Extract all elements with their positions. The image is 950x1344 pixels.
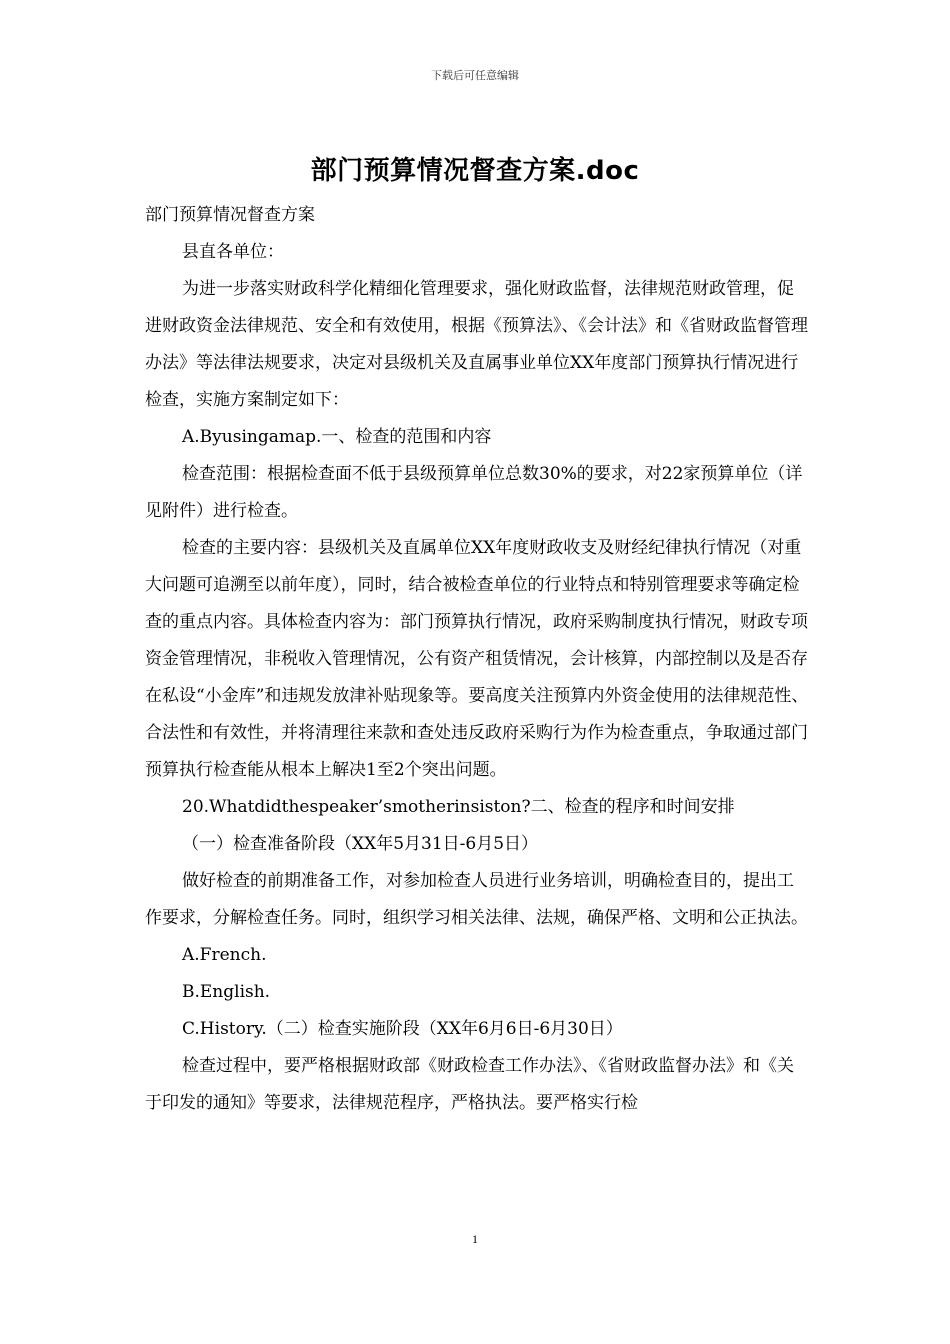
paragraph-preparation: 做好检查的前期准备工作，对参加检查人员进行业务培训，明确检查目的，提出工作要求，分解检查任务。同时，组织学习相关法律、法规，确保严格、文明和公正执法。 [145, 871, 808, 928]
paragraph-section-1-heading: A.Byusingamap.一、检查的范围和内容 [182, 427, 492, 447]
page-number: 1 [472, 1232, 478, 1246]
paragraph-subtitle: 部门预算情况督查方案 [145, 205, 315, 225]
paragraph-scope: 检查范围：根据检查面不低于县级预算单位总数30%的要求，对22家预算单位（详见附件）进行检查。 [145, 464, 803, 521]
paragraph-option-b: B.English. [182, 982, 271, 1002]
paragraph-main-content: 检查的主要内容：县级机关及直属单位XX年度财政收支及财经纪律执行情况（对重大问题可追溯至以前年度），同时，结合被检查单位的行业特点和特别管理要求等确定检查的重点内容。具体检查内容为：部门预算执行情况，政府采购制度执行情况，财政专项资金管理情况，非税收入管理情况，公有资产租赁情况，会计核算，内部控制以及是否存在私设“小金库”和违规发放津补贴现象等。要高度关注预算内外资金使用的法律规范性、合法性和有效性，并将清理往来款和查处违反政府采购行为作为检查重点，争取通过部门预算执行检查能从根本上解决1至2个突出问题。 [145, 538, 809, 780]
paragraph-section-2-heading: 20.Whatdidthespeaker’smotherinsiston?二、检查的程序和时间安排 [182, 797, 735, 817]
header-note: 下载后可任意编辑 [431, 69, 519, 82]
paragraph-stage-1-heading: （一）检查准备阶段（XX年5月31日-6月5日） [182, 834, 539, 854]
paragraph-intro: 为进一步落实财政科学化精细化管理要求，强化财政监督，法律规范财政管理，促进财政资金法律规范、安全和有效使用，根据《预算法》、《会计法》和《省财政监督管理办法》等法律法规要求，决定对县级机关及直属事业单位XX年度部门预算执行情况进行检查，实施方案制定如下： [145, 279, 808, 410]
paragraph-inspection-process: 检查过程中，要严格根据财政部《财政检查工作办法》、《省财政监督办法》和《关于印发的通知》等要求，法律规范程序，严格执法。要严格实行检 [145, 1056, 794, 1113]
paragraph-option-a: A.French. [182, 945, 267, 965]
paragraph-salutation: 县直各单位： [182, 242, 284, 262]
document-title: 部门预算情况督查方案.doc [310, 156, 640, 186]
paragraph-option-c-stage-2: C.History.（二）检查实施阶段（XX年6月6日-6月30日） [182, 1019, 623, 1039]
document-body [145, 197, 810, 1122]
